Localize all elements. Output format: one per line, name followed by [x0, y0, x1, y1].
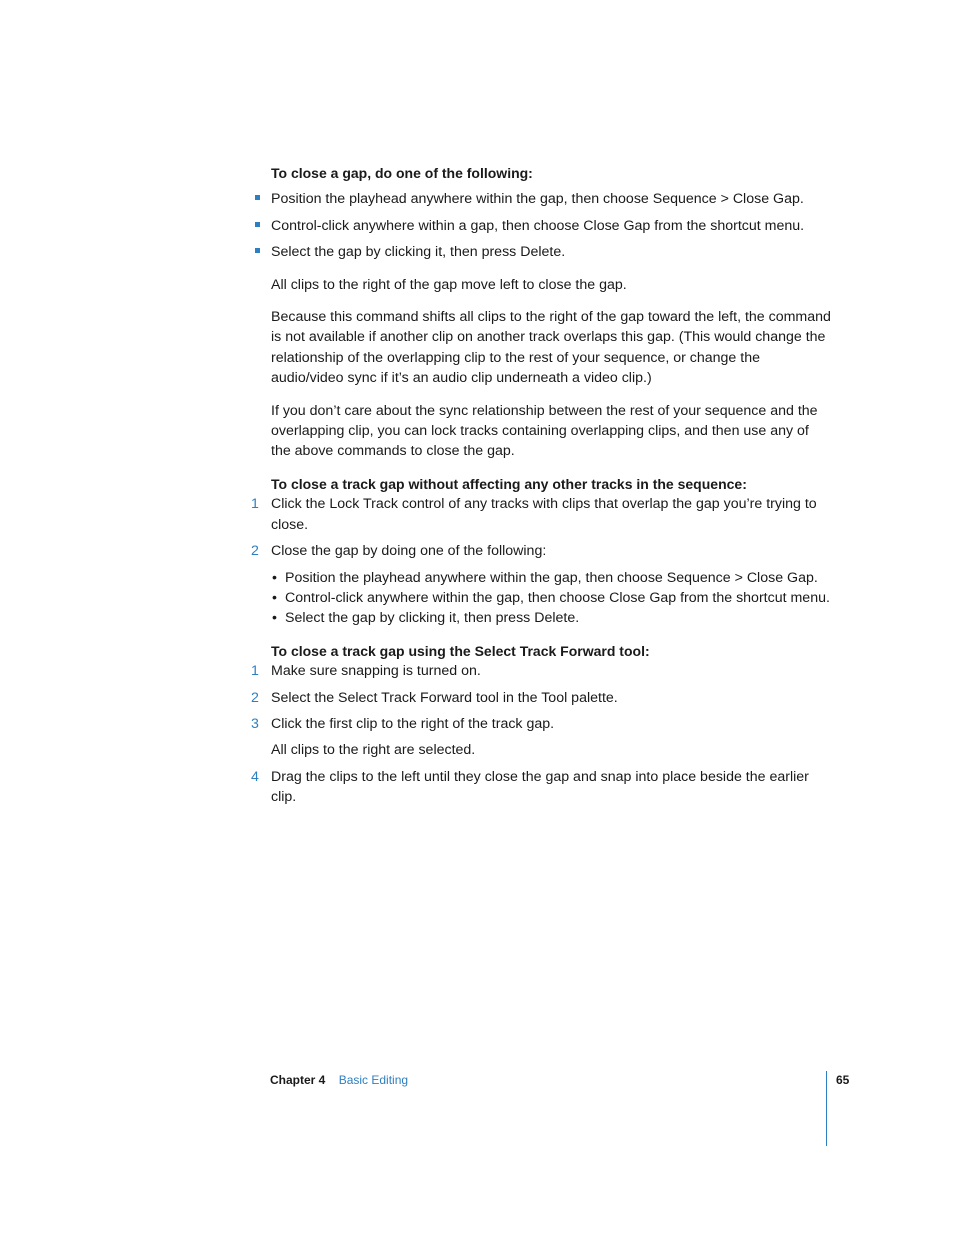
bullet-dot-icon: •: [272, 569, 277, 586]
list-item: • Position the playhead anywhere within the gap, then choose Sequence > Close Gap.: [285, 568, 831, 588]
bullet-dot-icon: •: [272, 610, 277, 627]
close-gap-options-list: [271, 189, 831, 262]
list-item: 1 Click the Lock Track control of any tracks with clips that overlap the gap you’re trying to close.: [251, 496, 817, 533]
list-item: 2 Close the gap by doing one of the following: • Position the playhead anywhere within the gap, then choose Sequence > Close Gap. • Control-click anywhere within the gap, then choose Close Gap from the shortcut menu. • Select the gap by clicking it, then press Delete.: [271, 541, 831, 629]
list-item: Position the playhead anywhere within the gap, then choose Sequence > Close Gap.: [271, 189, 831, 209]
step-number: 1: [251, 496, 259, 513]
list-item: 1 Make sure snapping is turned on.: [271, 661, 831, 681]
list-item: • Control-click anywhere within the gap, then choose Close Gap from the shortcut menu.: [285, 588, 831, 608]
bullet-dot-icon: •: [272, 589, 277, 606]
track-gap-steps-list: [251, 494, 831, 628]
paragraph: If you don’t care about the sync relationship between the rest of your sequence and the overlapping clip, you can lock tracks containing overlapping clips, and then use any of the above commands to close the gap.: [271, 402, 818, 460]
list-item: 2 Select the Select Track Forward tool in the Tool palette.: [271, 688, 831, 708]
section-heading-select-track-forward: To close a track gap using the Select Track Forward tool:: [271, 642, 650, 659]
step-number: 2: [251, 543, 259, 560]
step-number: 1: [251, 663, 259, 680]
list-item: 4 Drag the clips to the left until they close the gap and snap into place beside the earlier clip.: [251, 768, 809, 806]
section-heading-track-gap: To close a track gap without affecting any other tracks in the sequence:: [271, 475, 747, 492]
footer-divider: [826, 1071, 827, 1146]
paragraph: Because this command shifts all clips to the right of the gap toward the left, the command is not available if another clip on another track overlaps this gap. (This would change the relationship of the overlapping clip to the rest of your sequence, or change the audio/video sync if it’s an audio clip underneath a video clip.): [271, 309, 831, 387]
page-footer: [270, 1072, 408, 1088]
square-bullet-icon: [255, 195, 260, 200]
step-number: 2: [251, 689, 259, 706]
step-number: 3: [251, 715, 259, 732]
chapter-title: Basic Editing: [338, 1073, 409, 1087]
step-number: 4: [251, 768, 259, 785]
document-body: [251, 163, 831, 814]
chapter-label: Chapter 4: [270, 1073, 326, 1087]
square-bullet-icon: [255, 222, 260, 227]
list-item: Control-click anywhere within a gap, then choose Close Gap from the shortcut menu.: [271, 216, 831, 236]
page-number: 65: [836, 1073, 850, 1087]
square-bullet-icon: [255, 248, 260, 253]
step-note: All clips to the right are selected.: [271, 742, 476, 759]
list-item: 3 Click the first clip to the right of the track gap. All clips to the right are selected.: [271, 714, 831, 761]
list-item: Select the gap by clicking it, then press Delete.: [271, 242, 831, 262]
sub-options-list: [272, 568, 831, 629]
list-item: • Select the gap by clicking it, then press Delete.: [285, 608, 831, 628]
paragraph: All clips to the right of the gap move left to close the gap.: [271, 276, 627, 293]
section-heading-close-gap: To close a gap, do one of the following:: [271, 165, 533, 181]
select-track-forward-steps-list: [251, 661, 831, 807]
